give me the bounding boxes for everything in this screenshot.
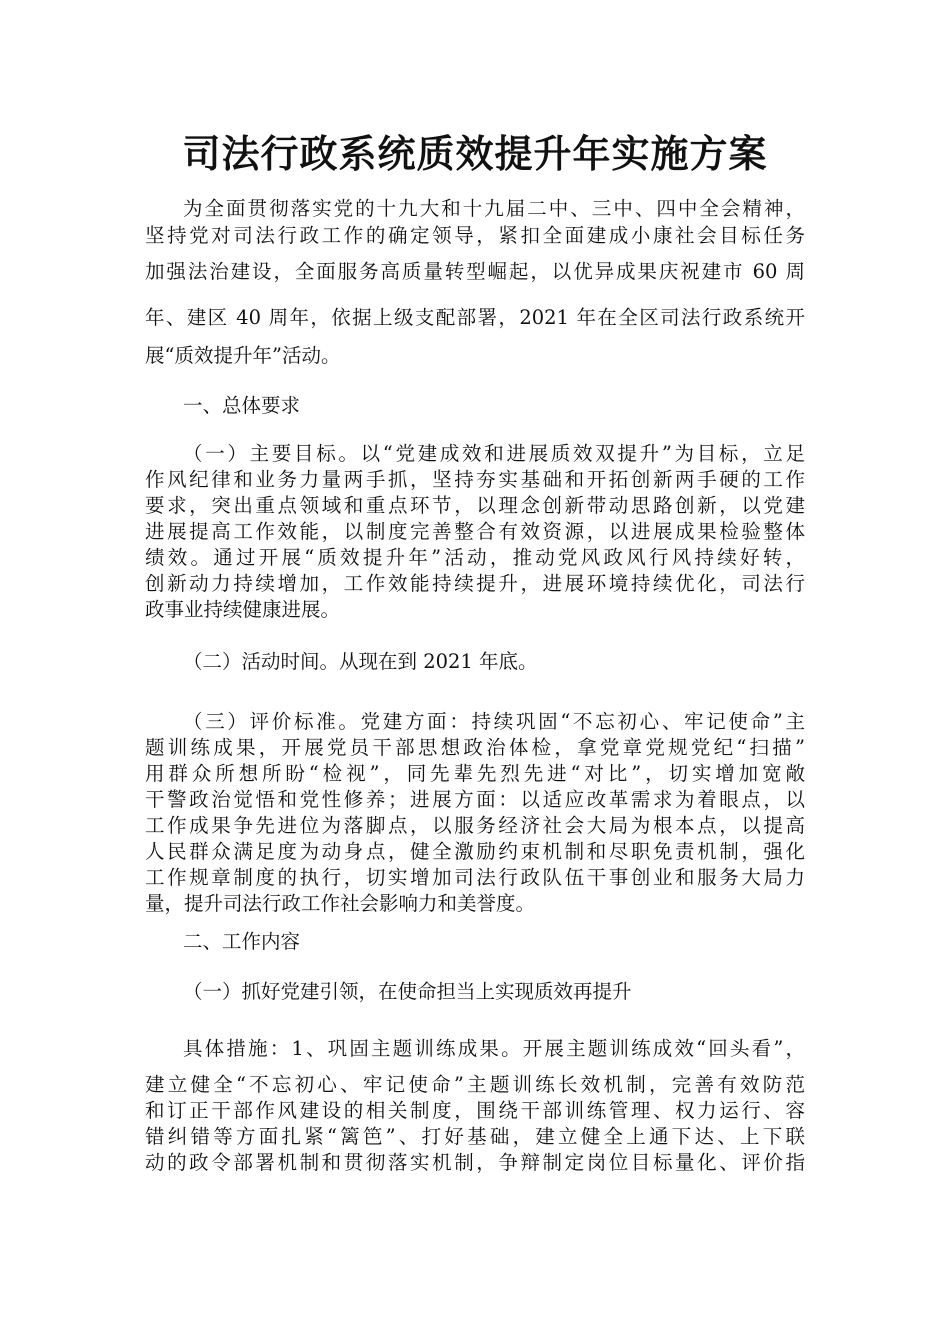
text-line: 工作规章制度的执行，切实增加司法行政队伍干事创业和服务大局力	[145, 866, 805, 889]
text-line: 绩效。通过开展“质效提升年”活动，推动党风政风行风持续好转，	[145, 546, 805, 569]
text-line: 为全面贯彻落实党的十九大和十九届二中、三中、四中全会精神，	[183, 197, 805, 220]
document-title: 司法行政系统质效提升年实施方案	[182, 131, 768, 176]
text-line: 建立健全“不忘初心、牢记使命”主题训练长效机制，完善有效防范	[145, 1073, 805, 1096]
text-line	[145, 1176, 805, 1202]
text-line: 创新动力持续增加，工作效能持续提升，进展环境持续优化，司法行	[145, 572, 805, 595]
text-line: 工作成果争先进位为落脚点，以服务经济社会大局为根本点，以提高	[145, 814, 805, 837]
heading-general-requirements	[145, 393, 805, 419]
text-line: （一）抓好党建引领，在使命担当上实现质效再提升	[183, 980, 632, 1003]
text-line: 量，提升司法行政工作社会影响力和美誉度。	[145, 892, 536, 915]
text-line: 具体措施：1、巩固主题训练成果。开展主题训练成效“回头看”，	[183, 1037, 805, 1060]
heading-work-content	[145, 929, 805, 955]
text-line: 要求，突出重点领域和重点环节，以理念创新带动思路创新，以党建	[145, 494, 805, 517]
text-line: 坚持党对司法行政工作的确定领导，紧扣全面建成小康社会目标任务	[145, 224, 805, 247]
text-line: 展“质效提升年”活动。	[145, 344, 341, 367]
text-line: 干警政治觉悟和党性修养；进展方面：以适应改革需求为着眼点，以	[145, 788, 805, 811]
text-line: 动的政令部署机制和贯彻落实机制，争辩制定岗位目标量化、评价指	[145, 1151, 805, 1174]
section-evaluation-standard	[145, 709, 805, 917]
text-line: 人民群众满足度为动身点，健全激励约束机制和尽职免责机制，强化	[145, 840, 805, 863]
text-line: 进展提高工作效能，以制度完善整合有效资源，以进展成果检验整体	[145, 520, 805, 543]
text-line: 用群众所想所盼“检视”，同先辈先烈先进“对比”，切实增加宽敞	[145, 762, 805, 785]
text-line: 政事业持续健康进展。	[145, 598, 341, 621]
text-line: 题训练成果，开展党员干部思想政治体检，拿党章党规党纪“扫描”	[145, 736, 805, 759]
text-line: 和订正干部作风建设的相关制度，围绕干部训练管理、权力运行、容	[145, 1099, 805, 1122]
section-measures	[145, 1036, 805, 1202]
text-line: 年、建区 40 周年，依据上级支配部署，2021 年在全区司法行政系统开	[145, 306, 805, 329]
text-line: 一、总体要求	[183, 394, 301, 417]
text-line: 加强法治建设，全面服务高质量转型崛起，以优异成果庆祝建市 60 周	[145, 260, 805, 283]
text-line: 二、工作内容	[183, 930, 301, 953]
section-activity-time	[145, 649, 805, 675]
section-main-goal	[145, 441, 805, 623]
text-line: 作风纪律和业务力量两手抓，坚持夯实基础和开拓创新两手硬的工作	[145, 468, 805, 491]
intro-paragraph	[145, 195, 805, 369]
section-party-building	[145, 979, 805, 1005]
text-line: 错纠错等方面扎紧“篱笆”、打好基础，建立健全上通下达、上下联	[145, 1125, 805, 1148]
text-line: （一）主要目标。以“党建成效和进展质效双提升”为目标，立足	[183, 442, 805, 465]
text-line: （二）活动时间。从现在到 2021 年底。	[183, 650, 538, 673]
text-line: （三）评价标准。党建方面：持续巩固“不忘初心、牢记使命”主	[183, 710, 805, 733]
